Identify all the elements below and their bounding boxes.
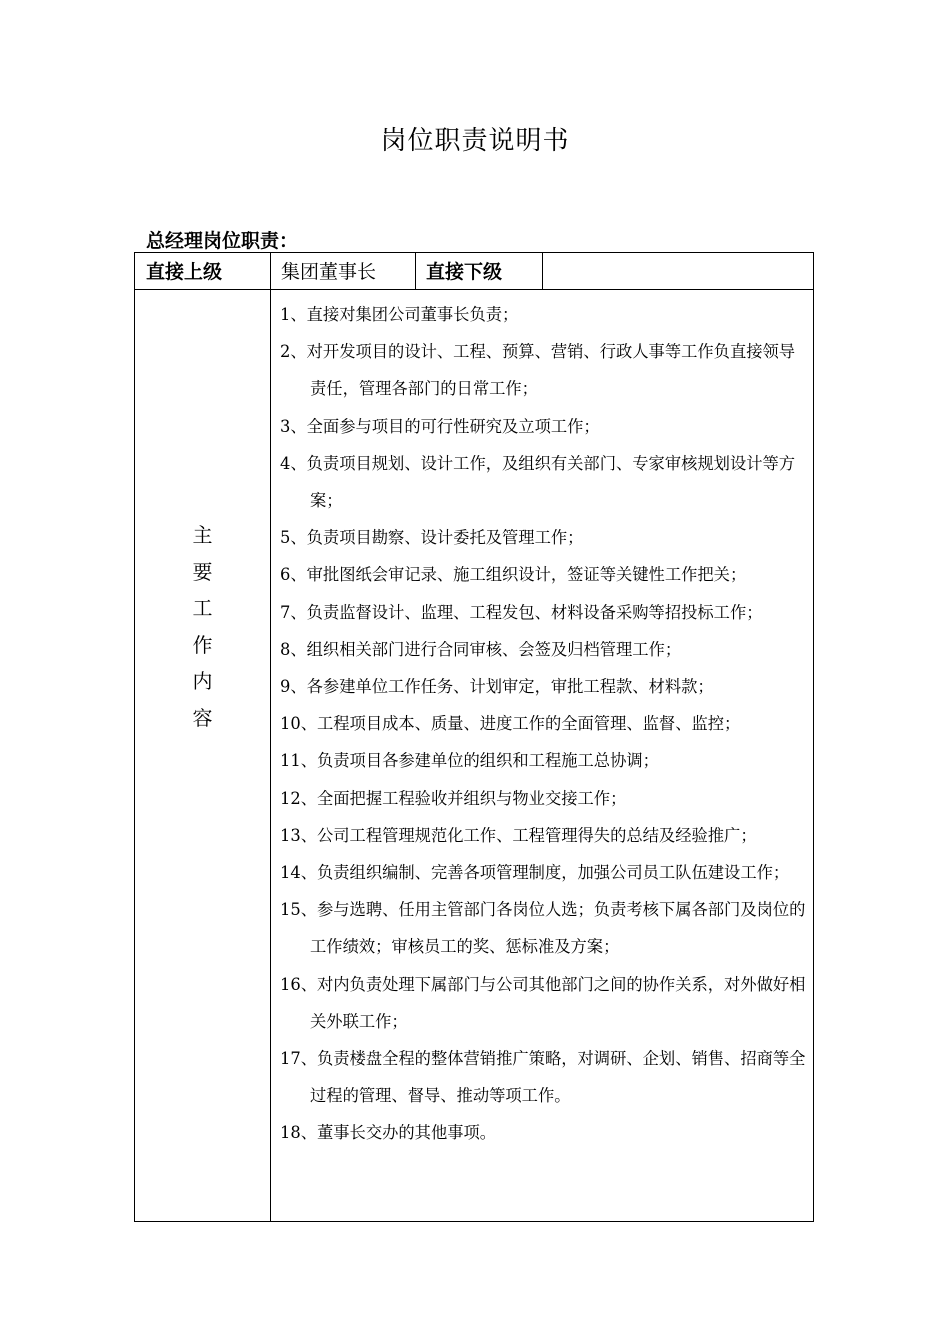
duty-item: 1、直接对集团公司董事长负责； xyxy=(280,305,519,324)
main-work-label-char: 内 xyxy=(192,669,213,693)
main-work-label xyxy=(135,517,270,736)
main-work-label-char: 作 xyxy=(192,632,213,657)
duty-item: 12、全面把握工程验收并组织与物业交接工作； xyxy=(280,788,627,808)
duty-item: 8、组织相关部门进行合同审核、会签及归档管理工作； xyxy=(280,639,682,659)
main-work-label-char: 要 xyxy=(192,559,213,584)
label-column-divider xyxy=(270,253,271,1221)
direct-superior-value: 集团董事长 xyxy=(281,261,377,283)
duty-item: 14、负责组织编制、完善各项管理制度，加强公司员工队伍建设工作； xyxy=(280,863,790,883)
main-work-label-char: 主 xyxy=(192,523,213,547)
duty-item: 18、董事长交办的其他事项。 xyxy=(280,1123,497,1143)
duty-table xyxy=(134,252,814,1222)
duty-item: 6、审批图纸会审记录、施工组织设计，签证等关键性工作把关； xyxy=(280,565,747,585)
duty-item: 11、负责项目各参建单位的组织和工程施工总协调； xyxy=(280,751,659,771)
header-divider-1 xyxy=(415,253,416,289)
duty-item: 10、工程项目成本、质量、进度工作的全面管理、监督、监控； xyxy=(280,714,741,734)
duty-item: 4、负责项目规划、设计工作，及组织有关部门、专家审核规划设计等方案； xyxy=(280,453,796,511)
duty-item: 9、各参建单位工作任务、计划审定，审批工程款、材料款； xyxy=(280,677,714,697)
main-work-label-char: 容 xyxy=(192,705,213,730)
section-subtitle: 总经理岗位职责： xyxy=(146,230,299,252)
duty-item: 7、负责监督设计、监理、工程发包、材料设备采购等招投标工作； xyxy=(280,602,763,622)
direct-subordinate-label: 直接下级 xyxy=(426,261,503,283)
duty-list xyxy=(280,296,810,1152)
header-row-divider xyxy=(135,289,813,290)
direct-superior-label: 直接上级 xyxy=(146,261,223,283)
duty-item: 5、负责项目勘察、设计委托及管理工作； xyxy=(280,528,584,548)
document-title: 岗位职责说明书 xyxy=(380,126,570,156)
duty-item: 13、公司工程管理规范化工作、工程管理得失的总结及经验推广； xyxy=(280,825,757,845)
duty-item: 17、负责楼盘全程的整体营销推广策略，对调研、企划、销售、招商等全过程的管理、督导、推动等项工作。 xyxy=(280,1049,806,1106)
duty-item: 2、对开发项目的设计、工程、预算、营销、行政人事等工作负直接领导责任，管理各部门的日常工作； xyxy=(280,342,796,399)
header-divider-2 xyxy=(542,253,543,289)
main-work-label-char: 工 xyxy=(192,596,213,620)
duty-item: 3、全面参与项目的可行性研究及立项工作； xyxy=(280,416,600,436)
duty-item: 15、参与选聘、任用主管部门各岗位人选；负责考核下属各部门及岗位的工作绩效；审核员工的奖、惩标准及方案； xyxy=(280,900,806,957)
duty-item: 16、对内负责处理下属部门与公司其他部门之间的协作关系，对外做好相关外联工作； xyxy=(280,974,806,1031)
